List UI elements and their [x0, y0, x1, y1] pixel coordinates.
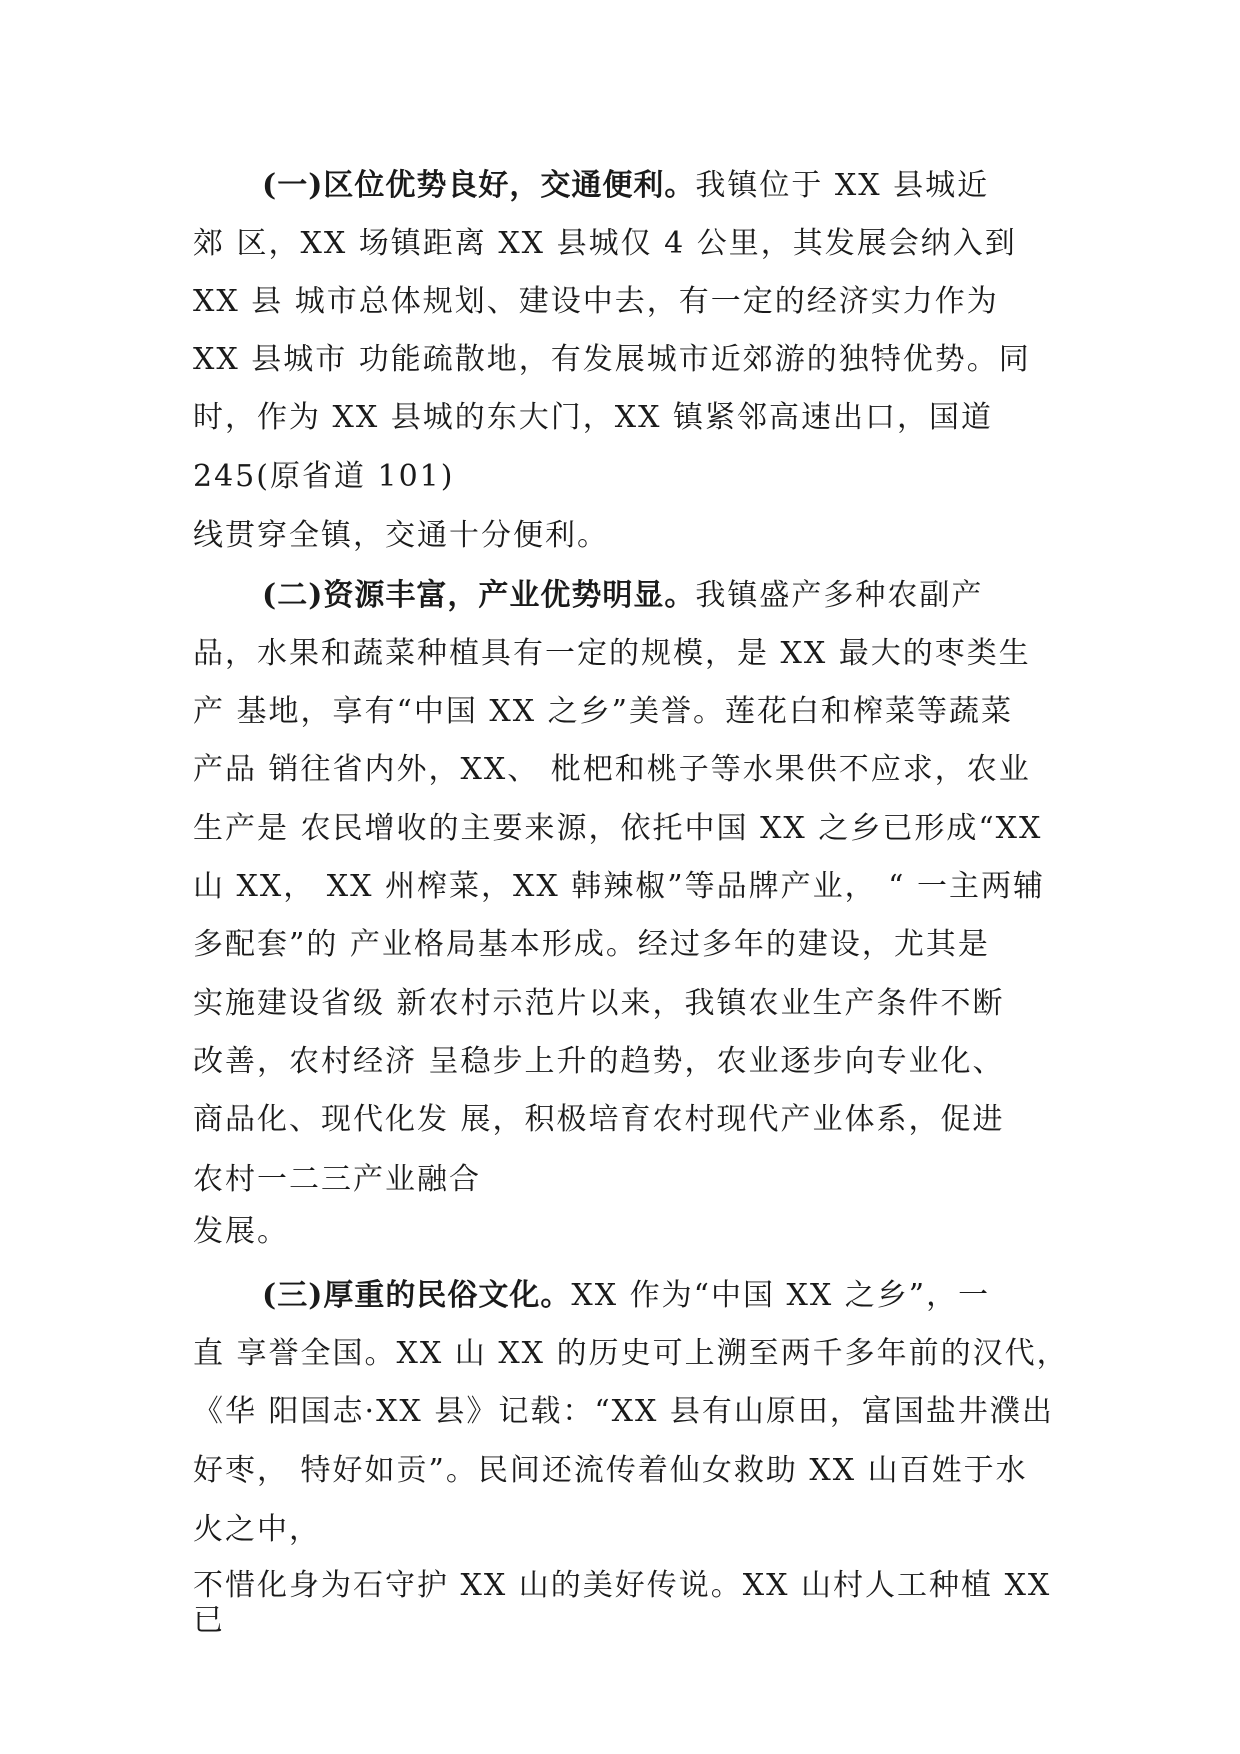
section1-line-4: 时，作为 XX 县城的东大门，XX 镇紧邻高速出口，国道 — [193, 400, 994, 435]
section3-line-3: 好枣， 特好如贡”。民间还流传着仙女救助 XX 山百姓于水 — [193, 1453, 1028, 1488]
section1-line-6: 线贯穿全镇，交通十分便利。 — [193, 518, 609, 553]
section2-line-7: 实施建设省级 新农村示范片以来，我镇农业生产条件不断 — [193, 986, 1005, 1021]
section2-line-4: 生产是 农民增收的主要来源，依托中国 XX 之乡已形成“XX — [193, 811, 1043, 846]
section2-line-8: 改善，农村经济 呈稳步上升的趋势，农业逐步向专业化、 — [193, 1044, 1005, 1079]
section3-line-1: 直 享誉全国。XX 山 XX 的历史可上溯至两千多年前的汉代， — [193, 1336, 1069, 1371]
section3-line-5: 不惜化身为石守护 XX 山的美好传说。XX 山村人工种植 XX — [193, 1568, 1052, 1603]
section1-line-5: 245(原省道 101) — [193, 459, 455, 494]
section2-line-3: 产品 销往省内外，XX、 枇杷和桃子等水果供不应求，农业 — [193, 752, 1031, 787]
section3-line-0: XX 作为“中国 XX 之乡”，一 — [571, 1278, 991, 1313]
section2-line-11: 发展。 — [193, 1214, 289, 1249]
section2-line-9: 商品化、现代化发 展，积极培育农村现代产业体系，促进 — [193, 1102, 1005, 1137]
section3-line-6: 已 — [193, 1603, 225, 1638]
section1-first-line — [262, 166, 989, 206]
section3-line-4: 火之中， — [193, 1512, 321, 1547]
section2-line-0: 我镇盛产多种农副产 — [695, 578, 984, 613]
section1-heading: (一)区位优势良好，交通便利。 — [262, 168, 696, 203]
section1-line-0: 我镇位于 XX 县城近 — [695, 168, 990, 203]
section2-line-2: 产 基地，享有“中国 XX 之乡”美誉。莲花白和榨菜等蔬菜 — [193, 694, 1013, 729]
section1-line-2: XX 县 城市总体规划、建设中去，有一定的经济实力作为 — [193, 284, 999, 319]
section2-line-10: 农村一二三产业融合 — [193, 1162, 481, 1197]
section3-line-2: 《华 阳国志·XX 县》记载：“XX 县有山原田，富国盐井濮出 — [193, 1394, 1054, 1429]
section3-heading: (三)厚重的民俗文化。 — [262, 1278, 572, 1313]
section2-line-6: 多配套”的 产业格局基本形成。经过多年的建设，尤其是 — [193, 927, 990, 962]
section2-heading: (二)资源丰富，产业优势明显。 — [262, 578, 696, 613]
section2-first-line — [262, 576, 983, 616]
section1-line-1: 郊 区，XX 场镇距离 XX 县城仅 4 公里，其发展会纳入到 — [193, 226, 1017, 261]
section2-line-1: 品，水果和蔬菜种植具有一定的规模，是 XX 最大的枣类生 — [193, 636, 1031, 671]
section3-first-line — [262, 1276, 990, 1316]
section2-line-5: 山 XX， XX 州榨菜，XX 韩辣椒”等品牌产业， “ 一主两辅 — [193, 869, 1046, 904]
section1-line-3: XX 县城市 功能疏散地，有发展城市近郊游的独特优势。同 — [193, 342, 1031, 377]
